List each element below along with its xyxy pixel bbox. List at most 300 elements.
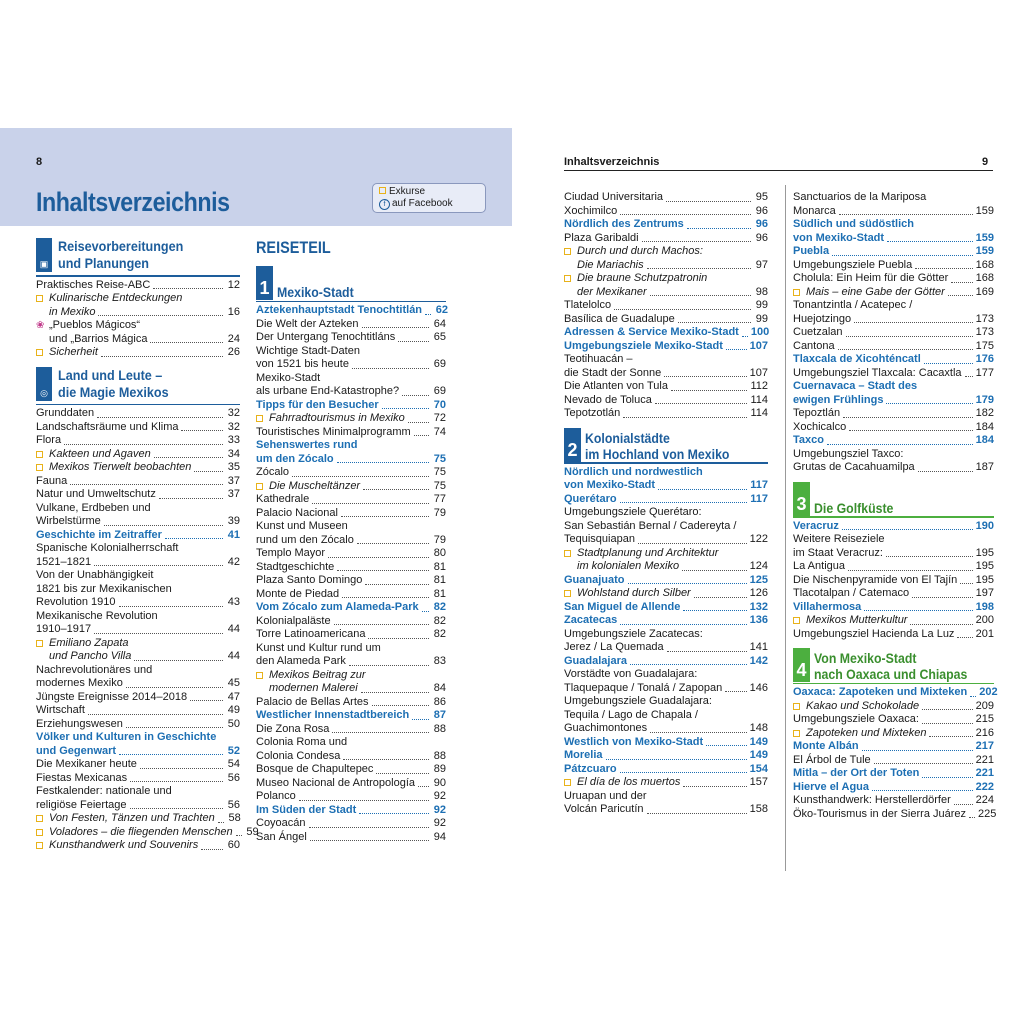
toc-label: 1910–1917 xyxy=(36,623,92,635)
excursion-square-icon xyxy=(379,187,386,194)
toc-leader xyxy=(694,597,747,598)
toc-label: modernes Mexiko xyxy=(36,677,123,689)
toc-label: Tequisquiapan xyxy=(564,533,635,545)
toc-label: Kakteen und Agaven xyxy=(49,447,151,460)
toc-continuation: Festkalender: nationale und xyxy=(36,785,172,797)
toc-leader xyxy=(365,584,429,585)
toc-label: Fiestas Mexicanas xyxy=(36,771,128,784)
page-title: Inhaltsverzeichnis xyxy=(36,187,230,217)
excursion-square-icon xyxy=(564,550,571,557)
toc-page: 43 xyxy=(227,596,240,608)
toc-page: 96 xyxy=(755,231,768,244)
toc-label: Guanajuato xyxy=(564,573,625,586)
toc-page: 114 xyxy=(750,393,768,406)
toc-highlight-entry xyxy=(256,453,446,467)
section-title-line: Reisevorbereitungen xyxy=(58,238,184,254)
spacer xyxy=(564,421,768,428)
toc-page: 222 xyxy=(975,780,994,793)
toc-continuation: Umgebungsziele Querétaro: xyxy=(564,506,702,518)
toc-label: Mitla – der Ort der Toten xyxy=(793,767,920,779)
legend-facebook: auf Facebook xyxy=(392,198,453,209)
toc-page: 34 xyxy=(227,447,240,460)
toc-excursion-entry xyxy=(564,245,768,259)
toc-label: Voladores – die fliegenden Menschen xyxy=(49,825,233,838)
toc-entry xyxy=(564,722,768,736)
toc-leader xyxy=(647,268,751,269)
toc-highlight-entry xyxy=(793,781,994,795)
toc-page: 82 xyxy=(433,614,446,627)
toc-highlight-entry xyxy=(793,767,994,781)
toc-page: 175 xyxy=(975,339,994,352)
toc-page: 96 xyxy=(755,204,768,217)
toc-page: 70 xyxy=(433,398,446,411)
toc-page: 184 xyxy=(975,420,994,433)
toc-highlight-line xyxy=(256,439,446,453)
toc-label: Von Festen, Tänzen und Trachten xyxy=(49,812,215,824)
toc-label: Fauna xyxy=(36,474,68,487)
toc-leader xyxy=(332,732,429,733)
toc-leader xyxy=(153,288,223,289)
toc-page: 173 xyxy=(975,326,994,338)
chapter-rule xyxy=(793,683,994,685)
toc-page: 81 xyxy=(433,560,446,573)
toc-highlight-entry xyxy=(256,709,446,723)
toc-page: 158 xyxy=(749,803,768,815)
toc-leader xyxy=(650,295,751,296)
toc-leader xyxy=(874,763,973,764)
toc-leader xyxy=(130,781,223,782)
toc-page: 95 xyxy=(755,191,768,203)
toc-leader xyxy=(886,403,972,404)
toc-entry xyxy=(36,772,240,786)
toc-label: Polanco xyxy=(256,790,296,802)
toc-leader xyxy=(606,759,747,760)
excursion-square-icon xyxy=(256,672,263,679)
toc-entry xyxy=(36,718,240,732)
toc-continuation: Weitere Reiseziele xyxy=(793,533,885,545)
excursion-square-icon xyxy=(36,829,43,836)
toc-label: Veracruz xyxy=(793,519,839,532)
toc-highlight-entry xyxy=(256,601,446,615)
toc-page: 80 xyxy=(433,547,446,559)
toc-highlight-entry xyxy=(564,601,768,615)
toc-label: Im Süden der Stadt xyxy=(256,803,357,816)
toc-page: 159 xyxy=(975,204,994,217)
toc-entry xyxy=(256,534,446,548)
toc-label: Umgebungsziel Tlaxcala: Cacaxtla xyxy=(793,366,962,379)
toc-label: Die Mexikaner heute xyxy=(36,758,137,770)
toc-leader xyxy=(910,624,972,625)
chapter-rule xyxy=(793,516,994,518)
toc-page: 173 xyxy=(975,312,994,325)
toc-entry xyxy=(564,191,768,205)
toc-page: 62 xyxy=(435,304,449,316)
toc-label: in Mexiko xyxy=(49,305,96,318)
toc-continuation: Von der Unabhängigkeit xyxy=(36,569,154,581)
toc-label: Stadtgeschichte xyxy=(256,560,335,573)
toc-page: 125 xyxy=(749,573,768,586)
toc-page: 82 xyxy=(433,628,446,640)
toc-leader xyxy=(194,471,223,472)
toc-excursion-entry xyxy=(564,560,768,574)
toc-label: Morelia xyxy=(564,749,603,761)
toc-page: 75 xyxy=(433,466,446,478)
toc-leader xyxy=(130,808,224,809)
toc-entry xyxy=(564,407,768,421)
toc-highlight-entry xyxy=(793,232,994,246)
toc-leader xyxy=(628,583,747,584)
toc-continuation: Spanische Kolonialherrschaft xyxy=(36,542,179,554)
toc-label: Tlaquepaque / Tonalá / Zapopan xyxy=(564,681,723,694)
toc-highlight-entry xyxy=(564,574,768,588)
toc-label: Wohlstand durch Silber xyxy=(577,587,691,599)
toc-page: 79 xyxy=(433,533,446,546)
toc-page: 98 xyxy=(755,285,768,298)
toc-entry xyxy=(793,340,994,354)
toc-excursion-entry xyxy=(564,286,768,300)
toc-leader xyxy=(159,498,223,499)
toc-page: 146 xyxy=(749,681,768,694)
toc-label: Durch und durch Machos: xyxy=(577,245,703,257)
toc-excursion-entry xyxy=(256,480,446,494)
toc-page: 84 xyxy=(433,682,446,694)
toc-leader xyxy=(126,687,223,688)
toc-label: Xochicalco xyxy=(793,420,847,433)
toc-entry xyxy=(36,596,240,610)
toc-leader xyxy=(864,610,972,611)
toc-label: Cuetzalan xyxy=(793,326,843,338)
toc-label: Mexikos Beitrag zur xyxy=(269,668,366,681)
toc-page: 97 xyxy=(755,258,768,271)
toc-leader xyxy=(706,745,746,746)
toc-page: 224 xyxy=(975,794,994,806)
toc-page: 44 xyxy=(227,650,240,662)
toc-page: 69 xyxy=(433,385,446,397)
excursion-square-icon xyxy=(36,815,43,822)
toc-page: 179 xyxy=(975,393,994,406)
toc-page: 190 xyxy=(975,519,994,532)
toc-entry xyxy=(36,407,240,421)
toc-leader xyxy=(846,336,973,337)
toc-page: 32 xyxy=(227,407,240,419)
toc-label: Plaza Garibaldi xyxy=(564,231,639,244)
toc-leader xyxy=(929,736,972,737)
toc-page: 168 xyxy=(975,258,994,271)
toc-leader xyxy=(650,732,746,733)
toc-entry xyxy=(793,461,994,475)
excursion-square-icon xyxy=(256,483,263,490)
toc-label: Monte Albán xyxy=(793,740,859,752)
toc-continuation: Umgebungsziel Taxco: xyxy=(793,447,904,460)
toc-excursion-entry xyxy=(793,700,994,714)
excursion-square-icon xyxy=(36,349,43,356)
toc-page: 88 xyxy=(433,749,446,762)
toc-highlight-entry xyxy=(793,601,994,615)
toc-leader xyxy=(848,570,973,571)
toc-label: Volcán Paricutín xyxy=(564,803,644,815)
toc-highlight-entry xyxy=(564,749,768,763)
toc-label: Revolution 1910 xyxy=(36,596,116,608)
toc-leader xyxy=(104,525,223,526)
chapter-rule xyxy=(256,301,446,303)
facebook-icon: f xyxy=(379,199,390,210)
toc-leader xyxy=(614,309,751,310)
reiseteil-heading: REISETEIL xyxy=(256,238,331,257)
toc-leader xyxy=(140,768,223,769)
toc-leader xyxy=(960,583,972,584)
toc-leader xyxy=(201,849,223,850)
chapter-title xyxy=(814,650,967,682)
toc-page: 75 xyxy=(433,479,446,492)
toc-excursion-entry xyxy=(36,839,240,853)
toc-entry xyxy=(793,313,994,327)
toc-leader xyxy=(97,417,223,418)
toc-continuation: Tequila / Lago de Chapala / xyxy=(564,708,698,721)
toc-leader xyxy=(310,840,429,841)
toc-label: Guachimontones xyxy=(564,722,648,734)
chapter-rule xyxy=(564,462,768,464)
toc-leader xyxy=(843,417,973,418)
toc-page: 52 xyxy=(227,744,240,757)
toc-leader xyxy=(683,610,746,611)
section-rule xyxy=(36,404,240,406)
toc-entry xyxy=(256,547,446,561)
toc-entry xyxy=(793,367,994,381)
toc-page: 92 xyxy=(433,790,446,802)
toc-entry xyxy=(564,380,768,394)
toc-label: Kunsthandwerk und Souvenirs xyxy=(49,839,199,851)
toc-page: 47 xyxy=(227,690,240,703)
toc-page: 94 xyxy=(433,830,446,843)
toc-entry xyxy=(256,331,446,345)
toc-page: 32 xyxy=(227,420,240,433)
excursion-square-icon xyxy=(36,640,43,647)
toc-leader xyxy=(382,408,429,409)
toc-leader xyxy=(70,484,223,485)
spacer xyxy=(793,475,994,482)
toc-label: Umgebungsziele Puebla xyxy=(793,258,913,271)
toc-highlight-entry xyxy=(793,520,994,534)
toc-label: Monarca xyxy=(793,204,836,217)
toc-highlight-entry xyxy=(36,529,240,543)
toc-leader xyxy=(667,651,747,652)
toc-leader xyxy=(957,637,972,638)
toc-continuation: Mexiko-Stadt xyxy=(256,371,321,384)
toc-page: 177 xyxy=(975,366,994,379)
toc-page: 86 xyxy=(433,695,446,708)
toc-leader xyxy=(349,665,429,666)
toc-label: Palacio de Bellas Artes xyxy=(256,695,369,708)
toc-highlight-entry xyxy=(256,804,446,818)
toc-page: 49 xyxy=(227,704,240,716)
toc-entry xyxy=(36,556,240,570)
toc-entry xyxy=(36,623,240,637)
toc-leader xyxy=(872,790,973,791)
toc-label: Coyoacán xyxy=(256,817,306,829)
toc-leader xyxy=(666,201,751,202)
toc-leader xyxy=(912,597,972,598)
toc-facebook-entry xyxy=(36,333,240,347)
toc-highlight-line xyxy=(793,380,994,394)
chapter-title-line: Von Mexiko-Stadt xyxy=(814,650,917,666)
toc-label: im Staat Veracruz: xyxy=(793,546,883,559)
toc-highlight-entry xyxy=(564,763,768,777)
toc-continuation: San Sebastián Bernal / Cadereyta / xyxy=(564,519,737,532)
toc-leader xyxy=(101,356,223,357)
toc-label: rund um den Zócalo xyxy=(256,533,354,546)
toc-continuation: Umgebungsziele Zacatecas: xyxy=(564,627,703,640)
chapter-title xyxy=(814,500,893,516)
toc-leader xyxy=(352,368,429,369)
toc-excursion-entry xyxy=(256,682,446,696)
toc-leader xyxy=(620,214,751,215)
toc-leader xyxy=(309,827,429,828)
toc-entry xyxy=(793,205,994,219)
toc-leader xyxy=(343,759,429,760)
toc-leader xyxy=(839,214,973,215)
toc-entry xyxy=(256,507,446,521)
toc-label: Südlich und südöstlich xyxy=(793,218,914,230)
toc-page: 149 xyxy=(749,749,768,761)
toc-page: 117 xyxy=(750,492,768,505)
toc-excursion-entry xyxy=(256,412,446,426)
toc-highlight-entry xyxy=(564,614,768,628)
toc-leader xyxy=(342,597,429,598)
toc-entry xyxy=(564,232,768,246)
toc-label: Oaxaca: Zapoteken und Mixteken xyxy=(793,686,968,698)
toc-leader xyxy=(969,817,975,818)
globe-icon xyxy=(36,367,52,401)
toc-label: den Alameda Park xyxy=(256,655,346,667)
toc-entry xyxy=(36,488,240,502)
toc-label: El Árbol de Tule xyxy=(793,753,871,766)
chapter-title-line: Die Golfküste xyxy=(814,499,894,516)
toc-leader xyxy=(842,529,973,530)
page-number-left: 8 xyxy=(36,156,43,168)
toc-highlight-entry xyxy=(256,304,449,318)
toc-leader xyxy=(887,241,973,242)
toc-page: 225 xyxy=(978,807,997,820)
toc-entry xyxy=(256,628,446,642)
toc-label: Cholula: Ein Heim für die Götter xyxy=(793,272,949,284)
toc-continuation: Wichtige Stadt-Daten xyxy=(256,344,360,357)
toc-entry xyxy=(256,574,446,588)
toc-page: 112 xyxy=(750,380,768,392)
toc-entry xyxy=(256,723,446,737)
toc-leader xyxy=(862,750,973,751)
toc-label: Huejotzingo xyxy=(793,312,852,325)
toc-page: 197 xyxy=(975,587,994,599)
toc-label: San Miguel de Allende xyxy=(564,600,681,613)
toc-entry xyxy=(564,641,768,655)
section-title-line: die Magie Mexikos xyxy=(58,383,169,400)
toc-page: 154 xyxy=(749,762,768,775)
toc-excursion-entry xyxy=(36,812,240,826)
chapter-title-line: im Hochland von Mexiko xyxy=(585,445,730,462)
toc-label: „Pueblos Mágicos“ xyxy=(49,319,141,331)
suitcase-icon xyxy=(36,238,52,272)
chapter-number: 2 xyxy=(564,428,581,462)
toc-label: La Antigua xyxy=(793,560,845,572)
toc-label: Die Mariachis xyxy=(577,258,644,271)
toc-label: Aztekenhauptstadt Tenochtitlán xyxy=(256,304,423,316)
page-number-right: 9 xyxy=(982,156,989,168)
toc-entry xyxy=(793,754,994,768)
toc-page: 99 xyxy=(755,312,768,325)
toc-entry xyxy=(793,259,994,273)
toc-highlight-entry xyxy=(564,493,768,507)
toc-page: 169 xyxy=(975,285,994,298)
toc-leader xyxy=(362,327,429,328)
toc-entry xyxy=(36,677,240,691)
toc-label: Natur und Umweltschutz xyxy=(36,488,156,500)
toc-label: Mais – eine Gabe der Götter xyxy=(806,285,945,298)
toc-entry xyxy=(36,475,240,489)
toc-entry xyxy=(564,533,768,547)
chapter-title xyxy=(585,430,729,462)
toc-label: von Mexiko-Stadt xyxy=(564,479,656,491)
toc-entry xyxy=(256,561,446,575)
chapter-title-line: Mexiko-Stadt xyxy=(277,284,354,300)
toc-label: Adressen & Service Mexiko-Stadt xyxy=(564,326,739,338)
toc-page: 195 xyxy=(975,560,994,572)
toc-leader xyxy=(154,457,223,458)
toc-page: 77 xyxy=(433,493,446,505)
toc-highlight-entry xyxy=(793,245,994,259)
toc-page: 12 xyxy=(227,278,240,291)
toc-entry xyxy=(793,713,994,727)
toc-leader xyxy=(854,322,973,323)
toc-label: Die Nischenpyramide von El Tajín xyxy=(793,573,958,586)
toc-leader xyxy=(951,282,972,283)
toc-leader xyxy=(886,556,973,557)
toc-label: Tlacotalpan / Catemaco xyxy=(793,587,910,599)
toc-entry xyxy=(36,704,240,718)
toc-leader xyxy=(742,336,748,337)
toc-entry xyxy=(564,682,768,696)
toc-label: Tepotzotlán xyxy=(564,407,621,419)
toc-continuation: Mexikanische Revolution xyxy=(36,609,158,622)
toc-leader xyxy=(954,804,973,805)
toc-page: 81 xyxy=(433,587,446,600)
toc-page: 107 xyxy=(749,366,768,379)
toc-label: Sicherheit xyxy=(49,346,98,358)
toc-leader xyxy=(924,363,973,364)
toc-entry xyxy=(256,763,446,777)
toc-label: Umgebungsziele Mexiko-Stadt xyxy=(564,339,723,352)
toc-entry xyxy=(256,817,446,831)
toc-page: 79 xyxy=(433,506,446,519)
toc-leader xyxy=(181,430,223,431)
toc-leader xyxy=(725,691,746,692)
toc-entry xyxy=(793,807,997,822)
excursion-square-icon xyxy=(564,779,571,786)
toc-highlight-entry xyxy=(793,394,994,408)
toc-leader xyxy=(922,723,973,724)
toc-leader xyxy=(412,719,429,720)
toc-entry xyxy=(564,394,768,408)
toc-leader xyxy=(94,565,223,566)
chapter-number: 3 xyxy=(793,482,810,516)
toc-page: 132 xyxy=(749,600,768,613)
toc-page: 33 xyxy=(227,434,240,446)
toc-entry xyxy=(256,385,446,399)
toc-label: Torre Latinoamericana xyxy=(256,628,366,640)
toc-entry xyxy=(793,421,994,435)
section-title xyxy=(58,367,169,401)
toc-page: 200 xyxy=(975,614,994,626)
toc-leader xyxy=(915,268,972,269)
